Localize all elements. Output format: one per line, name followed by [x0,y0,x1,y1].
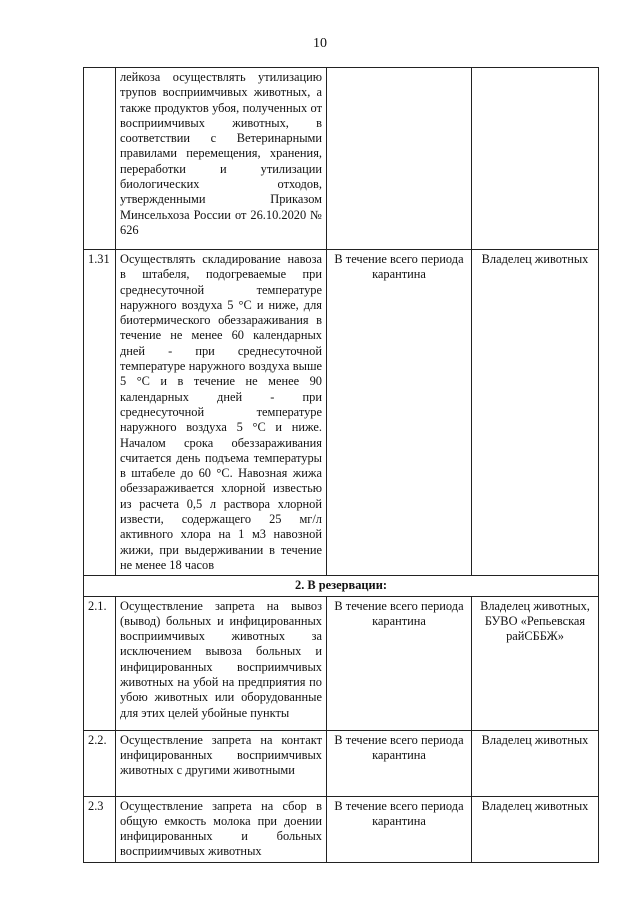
table-row [84,796,599,862]
section-header-row [84,576,599,596]
measure-description: Осуществление запрета на контакт инфицированных восприимчивых животных с другими животными [116,730,327,796]
page-number: 10 [313,36,327,51]
measure-term: В течение всего периода карантина [327,730,472,796]
table-row [84,596,599,730]
measure-description: Осуществление запрета на сбор в общую емкость молока при доении инфицированных и больных восприимчивых животных [116,796,327,862]
measure-term: В течение всего периода карантина [327,796,472,862]
row-number: 1.31 [84,250,116,576]
measure-responsible: Владелец животных [472,796,599,862]
table-row [84,730,599,796]
measure-description: Осуществление запрета на вывоз (вывод) больных и инфицированных восприимчивых животных за исключением вывоза больных и инфицированных восприимчивых животных на убой на предприятия по убою животных или оборудованные для этих целей убойные пункты [116,596,327,730]
row-number: 2.2. [84,730,116,796]
measures-table [83,67,599,863]
measure-responsible: Владелец животных [472,250,599,576]
measure-term: В течение всего периода карантина [327,596,472,730]
measure-term [327,68,472,250]
measure-responsible: Владелец животных [472,730,599,796]
row-number [84,68,116,250]
table-row [84,68,599,250]
section-title: 2. В резервации: [84,576,599,596]
row-number: 2.1. [84,596,116,730]
row-number: 2.3 [84,796,116,862]
table-row [84,250,599,576]
measure-responsible [472,68,599,250]
measure-term: В течение всего периода карантина [327,250,472,576]
measure-responsible: Владелец животных, БУВО «Репьевская райСББЖ» [472,596,599,730]
measure-description: Осуществлять складирование навоза в штабеля, подогреваемые при среднесуточной температуре наружного воздуха 5 °С и ниже, для биотермического обеззараживания в течение не менее 60 календарных дней - при среднесуточной температуре наружного воздуха выше 5 °С и в течение не менее 90 календарных дней - при среднесуточной температуре наружного воздуха 5 °С и ниже. Началом срока обеззараживания считается день подъема температуры в штабеле до 60 °С. Навозная жижа обеззараживается хлорной известью из расчета 0,5 л раствора хлорной извести, содержащего 25 мг/л активного хлора на 1 м3 навозной жижи, при выдерживании в течение не менее 18 часов [116,250,327,576]
measure-description: лейкоза осуществлять утилизацию трупов восприимчивых животных, а также продуктов убоя, полученных от восприимчивых животных, в соответствии с Ветеринарными правилами перемещения, хранения, переработки и утилизации биологических отходов, утвержденными Приказом Минсельхоза России от 26.10.2020 № 626 [116,68,327,250]
